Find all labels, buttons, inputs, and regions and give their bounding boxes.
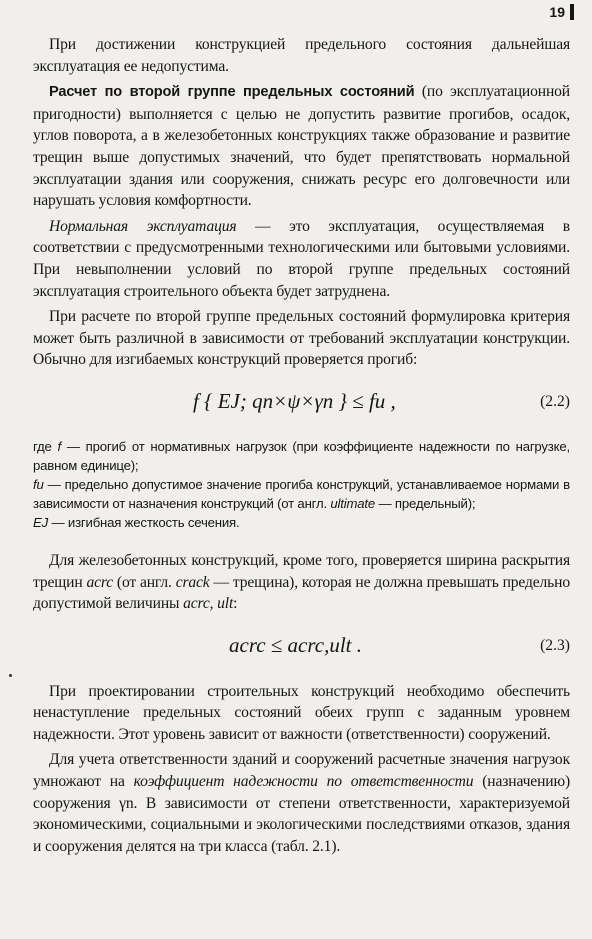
note-f-symbol: f	[57, 438, 61, 454]
paragraph-5-text-d: :	[233, 595, 238, 613]
paragraph-7	[33, 749, 570, 857]
formula-2-2-number: (2.2)	[540, 392, 570, 410]
paragraph-5	[33, 550, 570, 615]
note-f-prefix: где	[33, 438, 58, 454]
formula-2-2	[33, 383, 570, 427]
note-f-text: — прогиб от нормативных нагрузок (при коэффициенте надежности по нагрузке, равном единице);	[33, 438, 570, 473]
formula-2-3-expression: acrc ≤ acrc,ult .	[229, 632, 363, 657]
note-ej-text: — изгибная жесткость сечения.	[48, 514, 240, 530]
paragraph-7-text-b: (назначению) сооружения γn. В зависимости от степени ответственности, характеризуемой экономическими, социальными и экологическими последствиями отказов, здания и сооружения делятся на три класса (табл. 2.1).	[33, 773, 570, 855]
paragraph-3	[33, 216, 570, 302]
formula-notes	[33, 437, 570, 532]
note-f	[33, 437, 570, 475]
note-fu-symbol: fu	[33, 476, 44, 492]
paragraph-2-text: (по эксплуатационной пригодности) выполняется с целью не допустить развитие прогибов, осадок, углов поворота, а в железобетонных конструкциях также образование и развитие трещин выше допустимых значений, что будет препятствовать нормальной эксплуатации здания или сооружения, снижать ресурс его долговечности или нарушать условия комфортности.	[33, 83, 570, 210]
paragraph-5-term: crack	[175, 573, 210, 591]
note-fu-text-b: — предельный);	[374, 495, 476, 511]
note-fu	[33, 475, 570, 513]
page-number-bar	[570, 4, 574, 20]
paragraph-4: При расчете по второй группе предельных состояний формулировка критерия может быть различной в зависимости от требований эксплуатации конструкции. Обычно для изгибаемых конструкций проверяется прогиб:	[33, 308, 570, 369]
note-ej-symbol: EJ	[33, 514, 48, 530]
paragraph-5-symbol-acrc: acrc	[86, 573, 113, 591]
paragraph-5-text-c: — трещина), которая не должна превышать предельно допустимой величины	[33, 573, 570, 613]
paragraph-1: При достижении конструкцией предельного состояния дальнейшая эксплуатация ее недопустима.	[33, 36, 570, 75]
paragraph-6: При проектировании строительных конструкций необходимо обеспечить ненаступление предельных состояний обеих групп с заданным уровнем надежности. Этот уровень зависит от важности (ответственности) сооружений.	[33, 682, 570, 743]
page-number: 19	[549, 4, 565, 20]
formula-2-3-number: (2.3)	[540, 636, 570, 654]
paragraph-7-term: коэффициент надежности по ответственности	[133, 773, 474, 791]
paragraph-3-text: — это эксплуатация, осуществляемая в соответствии с предусмотренными технологическими или бытовыми условиями. При невыполнении условий по второй группе предельных состояний эксплуатация строительного объекта будет затруднена.	[33, 217, 570, 300]
note-ej	[33, 513, 570, 532]
formula-2-3	[33, 627, 570, 671]
note-fu-term: ultimate	[330, 495, 375, 511]
note-fu-text-a: — предельно допустимое значение прогиба конструкций, устанавливаемое нормами в зависимости от назначения конструкций (от англ.	[33, 476, 570, 511]
paragraph-5-text-b: (от англ.	[112, 573, 176, 591]
paragraph-5-text-a: Для железобетонных конструкций, кроме того, проверяется ширина раскрытия трещин	[33, 551, 570, 591]
formula-2-2-expression: f { EJ; qn×ψ×γn } ≤ fu ,	[193, 388, 396, 413]
paragraph-2	[33, 81, 570, 212]
paragraph-2-lead: Расчет по второй группе предельных состояний	[49, 84, 415, 101]
margin-speck	[9, 674, 12, 677]
paragraph-5-symbol-acrc-ult: acrc, ult	[183, 595, 234, 613]
paragraph-3-term: Нормальная эксплуатация	[49, 217, 237, 235]
page-content	[33, 34, 570, 861]
paragraph-7-text-a: Для учета ответственности зданий и сооружений расчетные значения нагрузок умножают на	[33, 751, 570, 791]
